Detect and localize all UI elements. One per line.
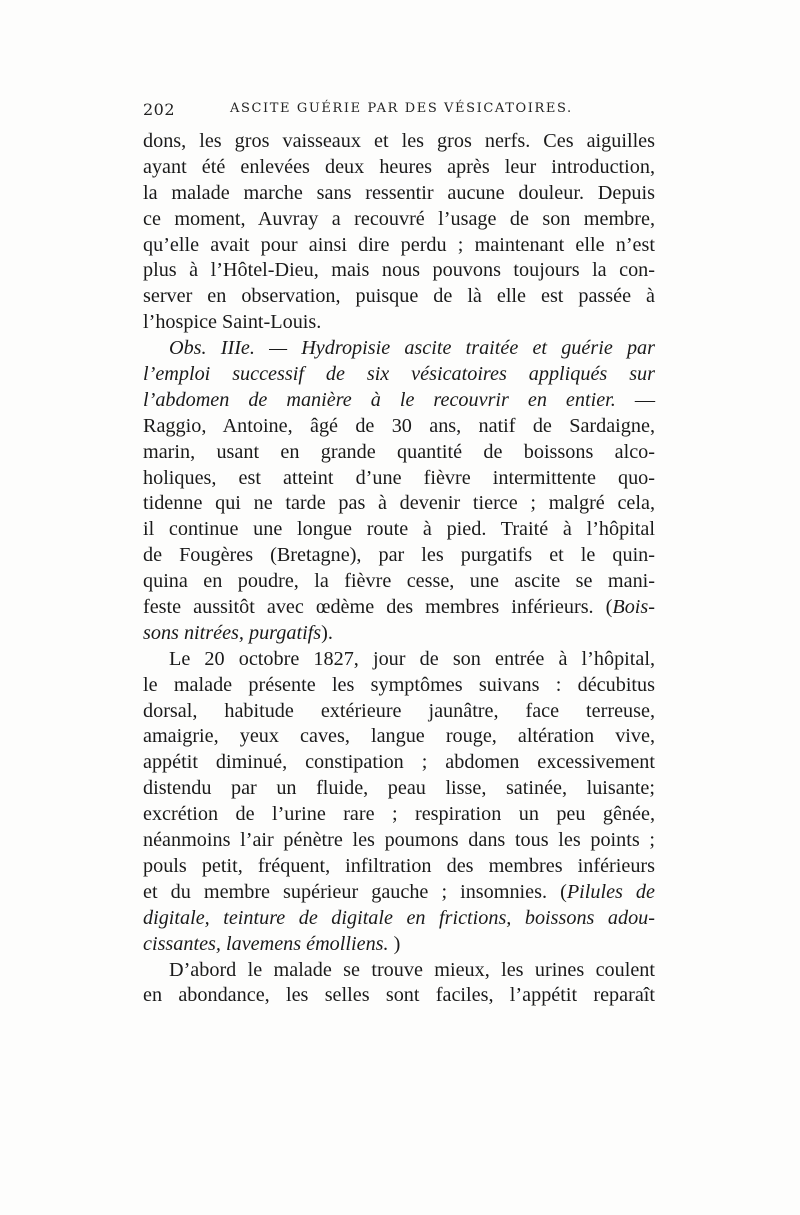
text-segment: néanmoins l’air pénètre les poumons dans tous les points ; (143, 829, 655, 852)
text-line (143, 155, 655, 181)
text-segment: server en observation, puisque de là elle est passée à (143, 285, 655, 308)
text-line (143, 362, 655, 388)
text-line (143, 854, 655, 880)
text-line (143, 543, 655, 569)
text-segment: tidenne qui ne tarde pas à devenir tierce ; malgré cela, (143, 492, 655, 515)
text-segment: ce moment, Auvray a recouvré l’usage de son membre, (143, 207, 655, 230)
text-segment: il continue une longue route à pied. Traité à l’hôpital (143, 518, 655, 541)
text-segment: l’hospice Saint-Louis. (143, 311, 322, 334)
text-line (143, 129, 655, 155)
body-text (143, 129, 655, 1009)
running-title: ASCITE GUÉRIE PAR DES VÉSICATOIRES. (230, 101, 573, 116)
text-segment: dons, les gros vaisseaux et les gros nerfs. Ces aiguilles (143, 130, 655, 152)
text-line (143, 828, 655, 854)
text-line (143, 724, 655, 750)
text-segment: plus à l’Hôtel-Dieu, mais nous pouvons toujours la con- (143, 259, 655, 282)
text-segment: la malade marche sans ressentir aucune douleur. Depuis (143, 181, 655, 204)
text-line (143, 699, 655, 725)
text-segment: D’abord le malade se trouve mieux, les urines coulent (169, 958, 655, 981)
text-segment: pouls petit, fréquent, infiltration des membres inférieurs (143, 854, 655, 877)
text-segment: feste aussitôt avec œdème des membres inférieurs. ( (143, 596, 613, 619)
text-line (143, 336, 655, 362)
text-segment: ayant été enlevées deux heures après leur introduction, (143, 155, 655, 178)
text-line (143, 983, 655, 1009)
text-segment: ) (388, 932, 401, 955)
text-line (143, 517, 655, 543)
italic-segment: cissantes, lavemens émolliens. (143, 932, 389, 955)
italic-segment: sons nitrées, purgatifs (143, 621, 322, 644)
text-line (143, 776, 655, 802)
text-line (143, 181, 655, 207)
text-segment: en abondance, les selles sont faciles, l’appétit reparaît (143, 984, 655, 1007)
text-line (143, 310, 655, 336)
text-segment: qu’elle avait pour ainsi dire perdu ; maintenant elle n’est (143, 233, 655, 256)
text-line (143, 569, 655, 595)
italic-segment: Obs. IIIe. — Hydropisie ascite traitée et guérie par (169, 337, 655, 360)
text-line (143, 207, 655, 233)
text-segment: distendu par un fluide, peau lisse, satinée, luisante; (143, 777, 655, 800)
text-segment: et du membre supérieur gauche ; insomnies. ( (143, 880, 567, 903)
text-segment: marin, usant en grande quantité de boissons alco- (143, 440, 655, 463)
text-line (143, 621, 655, 647)
text-segment: dorsal, habitude extérieure jaunâtre, face terreuse, (143, 699, 655, 722)
text-line (143, 880, 655, 906)
italic-segment: Bois- (612, 596, 655, 619)
text-line (143, 673, 655, 699)
text-line (143, 906, 655, 932)
italic-segment: l’emploi successif de six vésicatoires appliqués sur (143, 363, 655, 386)
text-segment: holiques, est atteint d’une fièvre intermittente quo- (143, 466, 655, 489)
text-segment: le malade présente les symptômes suivans : décubitus (143, 673, 655, 696)
text-line (143, 491, 655, 517)
italic-segment: l’abdomen de manière à le recouvrir en entier. (143, 388, 616, 411)
text-segment: Raggio, Antoine, âgé de 30 ans, natif de Sardaigne, (143, 414, 655, 437)
text-line (143, 750, 655, 776)
text-segment: appétit diminué, constipation ; abdomen excessivement (143, 751, 655, 774)
text-line (143, 466, 655, 492)
text-line (143, 414, 655, 440)
running-head (143, 100, 655, 124)
text-line (143, 233, 655, 259)
text-line (143, 958, 655, 984)
text-segment: amaigrie, yeux caves, langue rouge, altération vive, (143, 725, 655, 748)
text-segment: quina en poudre, la fièvre cesse, une ascite se mani- (143, 570, 655, 593)
text-segment: de Fougères (Bretagne), par les purgatifs et le quin- (143, 544, 655, 567)
text-line (143, 932, 655, 958)
italic-segment: Pilules de (566, 880, 655, 903)
text-line (143, 802, 655, 828)
italic-segment: digitale, teinture de digitale en frictions, boissons adou- (143, 906, 655, 929)
text-segment: Le 20 octobre 1827, jour de son entrée à l’hôpital, (169, 647, 655, 670)
text-segment: — (615, 388, 656, 411)
page-number: 202 (143, 100, 176, 119)
text-line (143, 440, 655, 466)
text-line (143, 647, 655, 673)
text-line (143, 595, 655, 621)
text-line (143, 284, 655, 310)
text-line (143, 388, 655, 414)
text-segment: ). (321, 621, 333, 644)
text-line (143, 258, 655, 284)
text-segment: excrétion de l’urine rare ; respiration un peu gênée, (143, 803, 655, 826)
